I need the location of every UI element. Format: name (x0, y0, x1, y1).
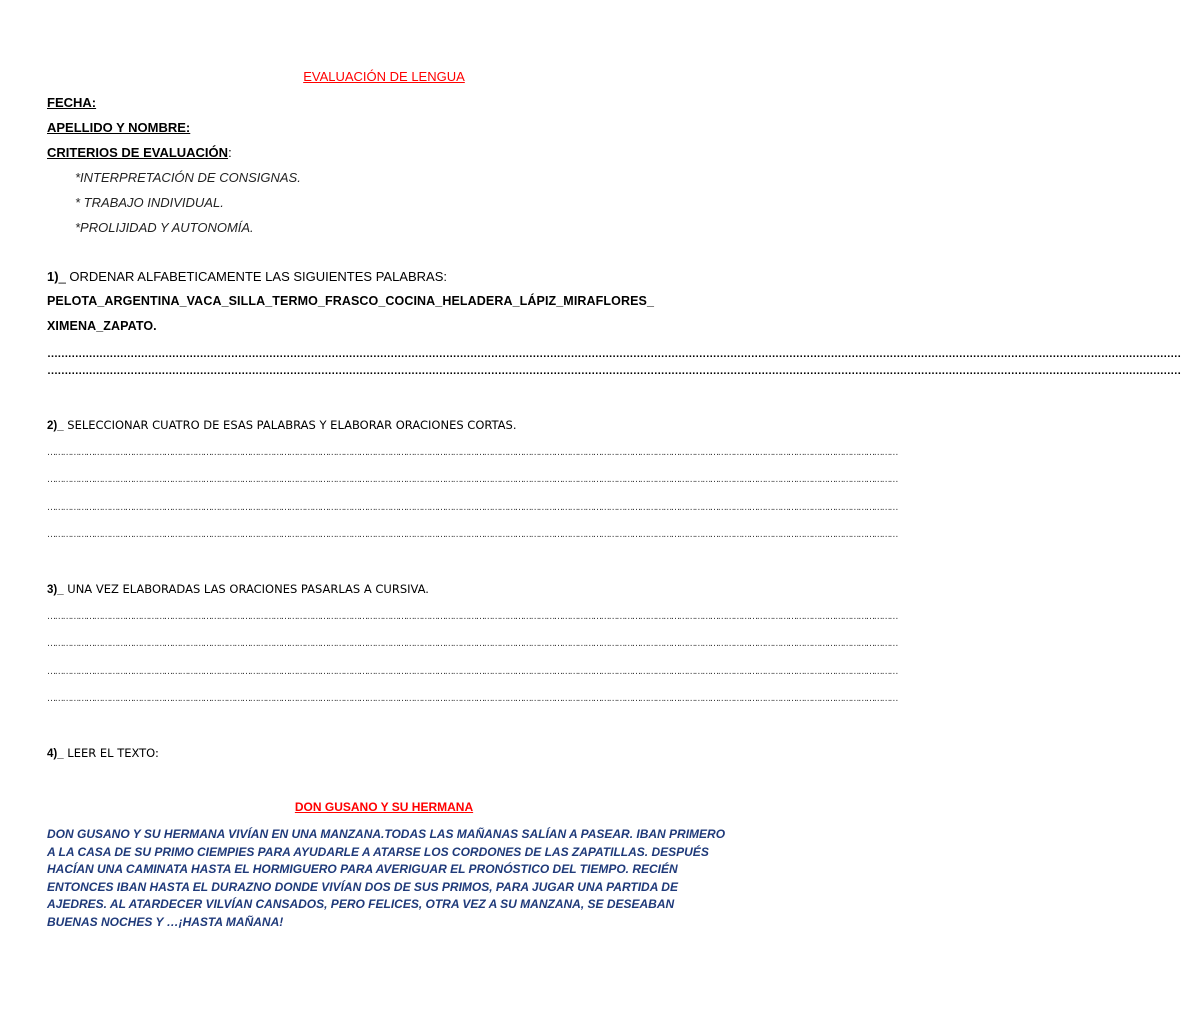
story-title: DON GUSANO Y SU HERMANA (294, 800, 474, 814)
date-label: FECHA: (47, 95, 97, 110)
question-1-text: _ ORDENAR ALFABETICAMENTE LAS SIGUIENTES PALABRAS: (58, 269, 447, 284)
question-2-text: SELECCIONAR CUATRO DE ESAS PALABRAS Y ELABORAR ORACIONES CORTAS. (63, 418, 517, 432)
question-2 (47, 418, 517, 432)
answer-line[interactable]: ………………………………………………………………………………………………………………………………………………………………………………………………………………………………………………………………………………………………… (47, 448, 898, 458)
question-1 (47, 269, 447, 284)
criteria-heading-colon: : (228, 145, 232, 160)
question-4-text: LEER EL TEXTO: (63, 746, 159, 760)
answer-line[interactable]: ………………………………………………………………………………………………………………………………………………………………………………………………………………………………………………………………………………………………… (47, 530, 898, 540)
answer-line[interactable]: ………………………………………………………………………………………………………………………………………………………………………………………………………………………………………………………………………………………………… (47, 639, 898, 649)
answer-line[interactable]: ………………………………………………………………………………………………………………………………………………………………………………………………………………………………………………………………………………………………… (47, 365, 1181, 377)
story-body: DON GUSANO Y SU HERMANA VIVÍAN EN UNA MANZANA.TODAS LAS MAÑANAS SALÍAN A PASEAR. IBAN PRIMERO A LA CASA DE SU PRIMO CIEMPIES PARA AYUDARLE A ATARSE LOS CORDONES DE LAS ZAPATILLAS. DESPUÉS HACÍAN UNA CAMINATA HASTA EL HORMIGUERO PARA AVERIGUAR EL PRONÓSTICO DEL TIEMPO. RECIÉN ENTONCES IBAN HASTA EL DURAZNO DONDE VIVÍAN DOS DE SUS PRIMOS, PARA JUGAR UNA PARTIDA DE AJEDRES. AL ATARDECER VILVÍAN CANSADOS, PERO FELICES, OTRA VEZ A SU MANZANA, SE DESEABAN BUENAS NOCHES Y …¡HASTA MAÑANA! (47, 827, 726, 929)
answer-line[interactable]: ………………………………………………………………………………………………………………………………………………………………………………………………………………………………………………………………………………………………… (47, 475, 898, 485)
answer-line[interactable]: ………………………………………………………………………………………………………………………………………………………………………………………………………………………………………………………………………………………………… (47, 612, 898, 622)
criteria-heading (47, 145, 232, 160)
question-2-number: 2)_ (47, 420, 64, 432)
question-3 (47, 582, 429, 596)
word-list-line-1: PELOTA_ARGENTINA_VACA_SILLA_TERMO_FRASCO_COCINA_HELADERA_LÁPIZ_MIRAFLORES_ (47, 294, 654, 308)
question-4-number: 4)_ (47, 748, 64, 760)
criteria-heading-text: CRITERIOS DE EVALUACIÓN (47, 145, 229, 160)
answer-line[interactable]: ………………………………………………………………………………………………………………………………………………………………………………………………………………………………………………………………………………………………… (47, 348, 1181, 360)
answer-line[interactable]: ………………………………………………………………………………………………………………………………………………………………………………………………………………………………………………………………………………………………… (47, 694, 898, 704)
criterion-item: *INTERPRETACIÓN DE CONSIGNAS. (75, 170, 301, 185)
question-4 (47, 746, 159, 760)
answer-line[interactable]: ………………………………………………………………………………………………………………………………………………………………………………………………………………………………………………………………………………………………… (47, 503, 898, 513)
question-1-number: 1) (47, 269, 59, 284)
answer-line[interactable]: ………………………………………………………………………………………………………………………………………………………………………………………………………………………………………………………………………………………………… (47, 667, 898, 677)
criterion-item: *PROLIJIDAD Y AUTONOMÍA. (75, 220, 254, 235)
word-list-line-2: XIMENA_ZAPATO. (47, 319, 157, 333)
question-3-number: 3)_ (47, 584, 64, 596)
question-3-text: UNA VEZ ELABORADAS LAS ORACIONES PASARLAS A CURSIVA. (63, 582, 429, 596)
name-label: APELLIDO Y NOMBRE: (47, 120, 191, 135)
page-title: EVALUACIÓN DE LENGUA (303, 69, 465, 84)
criterion-item: * TRABAJO INDIVIDUAL. (75, 195, 224, 210)
